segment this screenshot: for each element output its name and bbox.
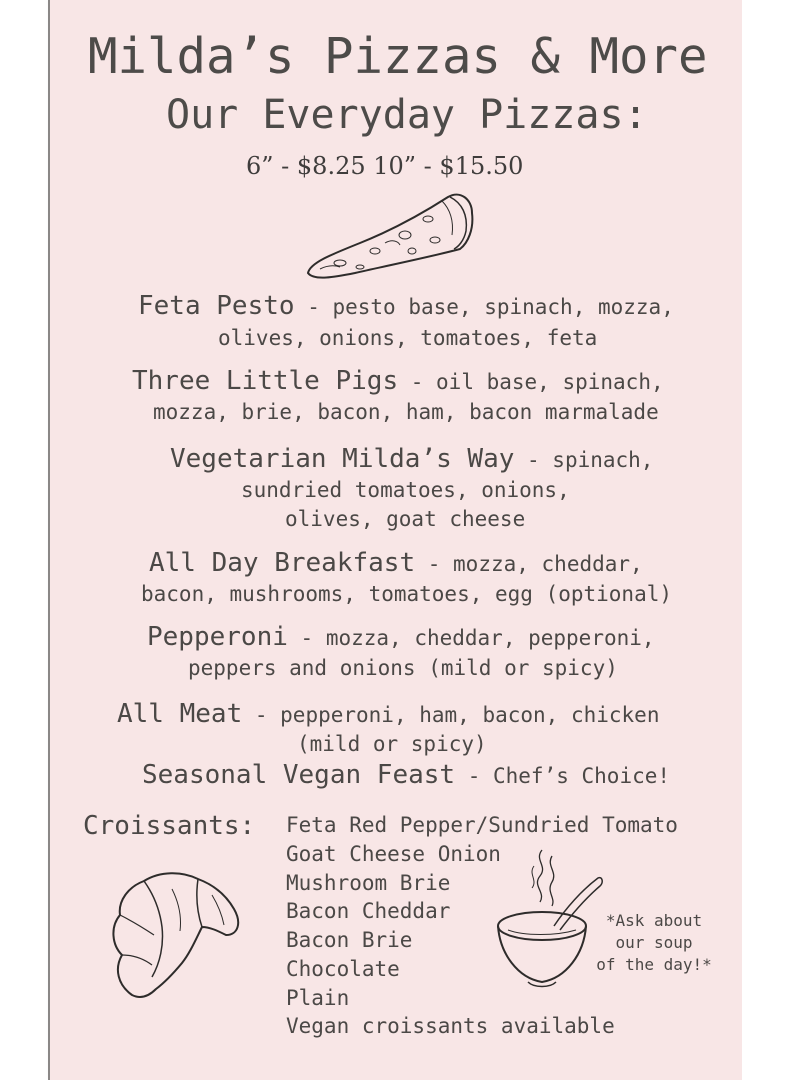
- croissants-heading: Croissants:: [83, 811, 256, 841]
- croissant-item: Bacon Brie: [286, 928, 413, 952]
- right-margin: [742, 0, 792, 1080]
- croissant-item: Vegan croissants available: [286, 1014, 615, 1038]
- pizza-item: [147, 622, 655, 652]
- pizza-description: - mozza, cheddar, pepperoni,: [287, 626, 655, 650]
- pizza-description: olives, onions, tomatoes, feta: [218, 326, 598, 350]
- pizza-name: Feta Pesto: [138, 291, 295, 321]
- pizza-item: [132, 366, 664, 396]
- menu-title: Milda’s Pizzas & More: [88, 28, 708, 85]
- pizza-description: bacon, mushrooms, tomatoes, egg (optional): [141, 582, 673, 606]
- menu-subtitle: Our Everyday Pizzas:: [166, 92, 648, 138]
- croissant-item: Bacon Cheddar: [286, 899, 451, 923]
- soup-note-line: *Ask about: [605, 911, 703, 930]
- pizza-item: [170, 444, 653, 474]
- pizza-item: [149, 548, 643, 578]
- size-prices: 6” - $8.25 10” - $15.50: [246, 152, 524, 180]
- croissant-item: Plain: [286, 986, 350, 1010]
- pizza-description: sundried tomatoes, onions,: [241, 478, 570, 502]
- croissant-item: Chocolate: [286, 957, 400, 981]
- pizza-name: Pepperoni: [147, 622, 288, 652]
- pizza-slice-sketch-icon: [300, 185, 480, 290]
- pizza-item: [142, 760, 670, 790]
- pizza-name: Vegetarian Milda’s Way: [170, 444, 515, 474]
- croissant-item: Goat Cheese Onion: [286, 842, 501, 866]
- soup-bowl-sketch-icon: [494, 842, 604, 992]
- pizza-name: All Day Breakfast: [149, 548, 416, 578]
- pizza-name: Seasonal Vegan Feast: [142, 760, 456, 790]
- pizza-description: - pesto base, spinach, mozza,: [294, 295, 674, 319]
- pizza-description: olives, goat cheese: [285, 507, 526, 531]
- soup-note: [594, 910, 714, 976]
- pizza-item: [138, 291, 674, 321]
- soup-note-line: our soup: [615, 933, 693, 952]
- pizza-description: mozza, brie, bacon, ham, bacon marmalade: [153, 400, 659, 424]
- left-margin: [0, 0, 48, 1080]
- soup-note-line: of the day!*: [596, 955, 712, 974]
- pizza-description: - oil base, spinach,: [398, 370, 664, 394]
- pizza-name: Three Little Pigs: [132, 366, 399, 396]
- pizza-name: All Meat: [117, 699, 243, 729]
- croissant-item: Mushroom Brie: [286, 871, 451, 895]
- pizza-description: - mozza, cheddar,: [415, 552, 643, 576]
- pizza-item: [117, 699, 659, 729]
- croissant-sketch-icon: [102, 865, 248, 1005]
- pizza-description: - spinach,: [514, 448, 654, 472]
- pizza-description: - pepperoni, ham, bacon, chicken: [242, 703, 660, 727]
- pizza-description: peppers and onions (mild or spicy): [188, 656, 618, 680]
- croissant-item: Feta Red Pepper/Sundried Tomato: [286, 813, 678, 837]
- pizza-description: (mild or spicy): [297, 732, 487, 756]
- pizza-description: - Chef’s Choice!: [455, 764, 671, 788]
